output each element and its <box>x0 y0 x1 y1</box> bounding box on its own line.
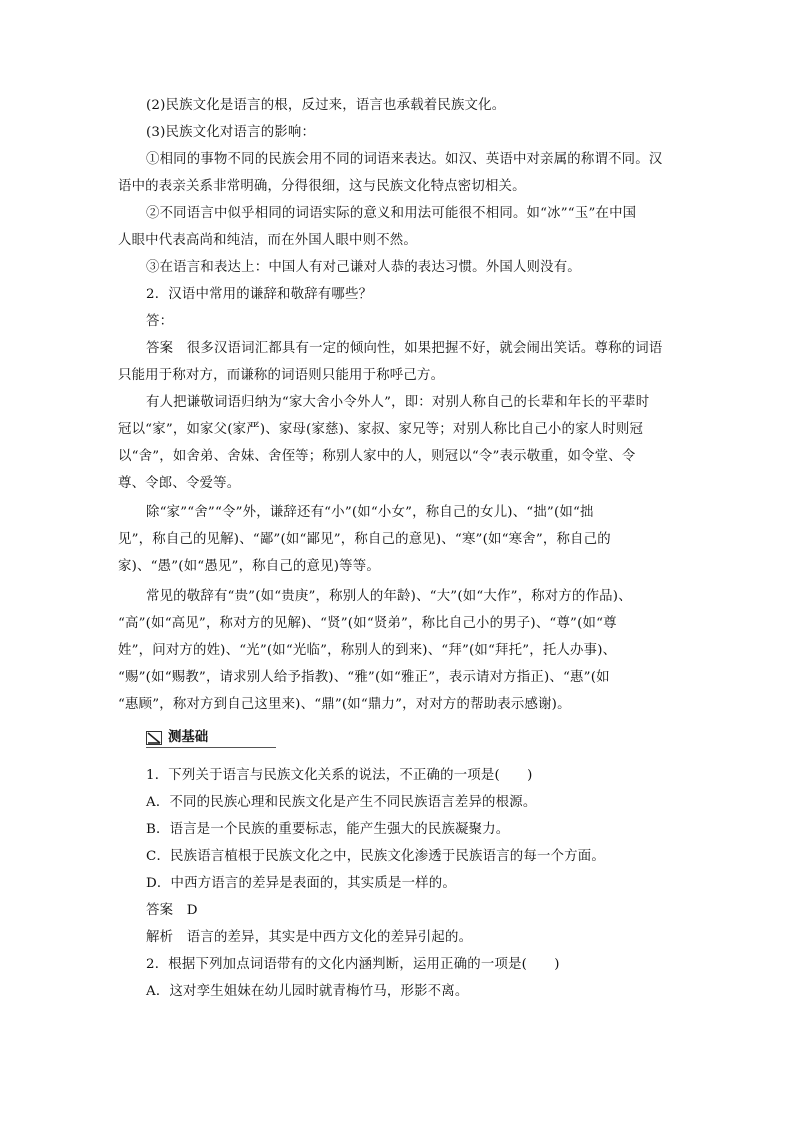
text-line: 常见的敬辞有“贵”(如“贵庚”，称别人的年龄)、“大”(如“大作”，称对方的作品)、 <box>146 589 632 604</box>
text-line: 以“舍”，如舍弟、舍妹、舍侄等；称别人家中的人，则冠以“令”表示敬重，如令堂、令 <box>118 449 636 464</box>
text-line: 只能用于称对方，而谦称的词语则只能用于称呼己方。 <box>118 368 445 383</box>
text-line: ②不同语言中似乎相同的词语实际的意义和用法可能很不相同。如“冰”“玉”在中国 <box>146 206 637 221</box>
text-line: “赐”(如“赐教”，请求别人给予指教)、“雅”(如“雅正”，表示请对方指正)、“惠”(如 <box>118 670 610 685</box>
text-line: 姓”，问对方的姓)、“光”(如“光临”，称别人的到来)、“拜”(如“拜托”，托人办事)、 <box>118 643 617 658</box>
text-line: (2)民族文化是语言的根，反过来，语言也承载着民族文化。 <box>146 98 506 113</box>
section-underline <box>146 747 276 748</box>
text-line: 冠以“家”，如家父(家严)、家母(家慈)、家叔、家兄等；对别人称比自己小的家人时则冠 <box>118 422 644 437</box>
text-line: 有人把谦敬词语归纳为“家大舍小令外人”，即：对别人称自己的长辈和年长的平辈时 <box>146 395 650 410</box>
text-line: 答案 很多汉语词汇都具有一定的倾向性，如果把握不好，就会闹出笑话。尊称的词语 <box>146 341 663 356</box>
question-2: 2．根据下列加点词语带有的文化内涵判断，运用正确的一项是( ) <box>146 957 560 972</box>
answer-line: 答案 D <box>146 903 198 918</box>
section-marker-icon <box>146 731 162 745</box>
text-line: 尊、令郎、令爱等。 <box>118 476 241 491</box>
text-line: 见”，称自己的见解)、“鄙”(如“鄙见”，称自己的意见)、“寒”(如“寒舍”，称自己的 <box>118 532 611 547</box>
section-title: 测基础 <box>168 730 209 745</box>
text-line: (3)民族文化对语言的影响： <box>146 125 316 140</box>
section-header <box>146 729 276 749</box>
text-line: ①相同的事物不同的民族会用不同的词语来表达。如汉、英语中对亲属的称谓不同。汉 <box>146 152 663 167</box>
answer-label: 答： <box>146 314 174 329</box>
text-line: “高”(如“高见”，称对方的见解)、“贤”(如“贤弟”，称比自己小的男子)、“尊”(如“尊 <box>118 616 617 631</box>
option-b: B．语言是一个民族的重要标志，能产生强大的民族凝聚力。 <box>146 822 510 837</box>
question-heading: 2．汉语中常用的谦辞和敬辞有哪些？ <box>146 287 373 302</box>
option-d: D．中西方语言的差异是表面的，其实质是一样的。 <box>146 876 456 891</box>
text-line: 家)、“愚”(如“愚见”，称自己的意见)等等。 <box>118 559 380 574</box>
text-line: 语中的表亲关系非常明确，分得很细，这与民族文化特点密切相关。 <box>118 179 526 194</box>
option-a: A．不同的民族心理和民族文化是产生不同民族语言差异的根源。 <box>146 795 537 810</box>
text-line: 除“家”“舍”“令”外，谦辞还有“小”(如“小女”，称自己的女儿)、“拙”(如“拙 <box>146 505 594 520</box>
question-1: 1．下列关于语言与民族文化关系的说法，不正确的一项是( ) <box>146 768 533 783</box>
text-line: ③在语言和表达上：中国人有对己谦对人恭的表达习惯。外国人则没有。 <box>146 260 581 275</box>
option-c: C．民族语言植根于民族文化之中，民族文化渗透于民族语言的每一个方面。 <box>146 849 605 864</box>
option-a: A．这对孪生姐妹在幼儿园时就青梅竹马，形影不离。 <box>146 984 469 999</box>
text-line: 人眼中代表高尚和纯洁，而在外国人眼中则不然。 <box>118 233 417 248</box>
text-line: “惠顾”，称对方到自己这里来)、“鼎”(如“鼎力”，对对方的帮助表示感谢)。 <box>118 697 571 712</box>
analysis-line: 解析 语言的差异，其实是中西方文化的差异引起的。 <box>146 930 473 945</box>
